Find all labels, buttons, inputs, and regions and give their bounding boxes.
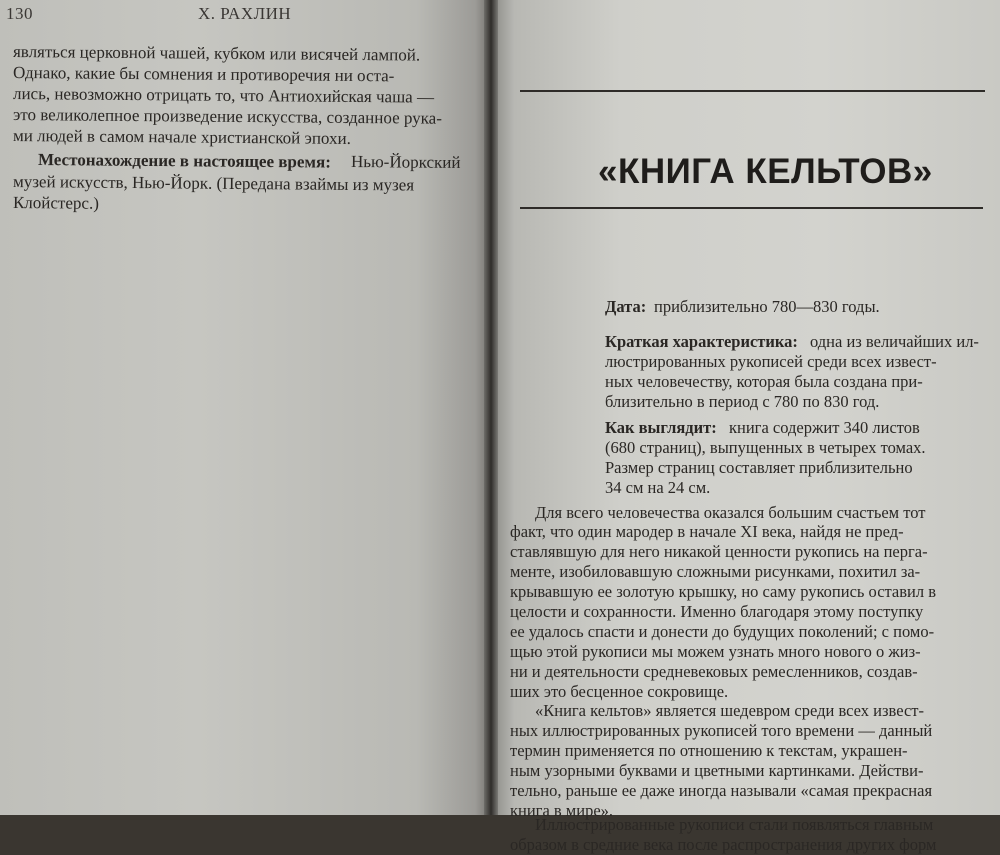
text-line: Однако, какие бы сомнения и противоречия ни оста-: [12, 63, 395, 86]
text-line: (680 страниц), выпущенных в четырех томах.: [605, 438, 926, 457]
date-value: приблизительно 780—830 годы.: [654, 297, 880, 316]
text-line: Нью-Йоркский: [350, 152, 461, 172]
text-line: термин применяется по отношению к текстам, украшен-: [510, 741, 908, 760]
text-line: книга в мире».: [510, 801, 614, 820]
text-line: ее удалось спасти и донести до будущих поколений; с помо-: [510, 622, 935, 641]
text-line: «Книга кельтов» является шедевром среди всех извест-: [535, 701, 924, 720]
text-line: Для всего человечества оказался большим счастьем тот: [535, 503, 926, 522]
running-head: Х. РАХЛИН: [198, 4, 292, 23]
text-line: факт, что один мародер в начале XI века, найдя не пред-: [510, 522, 904, 541]
text-line: книга содержит 340 листов: [729, 418, 920, 437]
text-line: одна из величайших ил-: [810, 332, 979, 351]
text-line: Клойстерс.): [12, 193, 99, 213]
text-line: ным узорными буквами и цветными картинками. Действи-: [510, 761, 924, 780]
book-gutter: [484, 0, 498, 815]
text-line: люстрированных рукописей среди всех извест-: [605, 352, 937, 371]
text-line: образом в средние века после распространения других форм: [510, 835, 937, 854]
text-line: ставлявшую для него никакой ценности рукопись на перга-: [510, 542, 928, 561]
text-line: менте, изобиловавшую сложными рисунками, похитил за-: [510, 562, 921, 581]
text-line: ших это бесценное сокровище.: [510, 682, 729, 701]
title-rule-bottom: [520, 207, 983, 209]
date-label: Дата:: [605, 297, 647, 316]
text-line: тельно, раньше ее даже иногда называли «самая прекрасная: [510, 781, 933, 800]
text-line: лись, невозможно отрицать то, что Антиохийская чаша —: [12, 84, 435, 107]
location-label: Местонахождение в настоящее время:: [37, 150, 331, 172]
text-line: Размер страниц составляет приблизительно: [605, 458, 913, 477]
text-line: целости и сохранности. Именно благодаря этому поступку: [510, 602, 924, 621]
page-number: 130: [6, 4, 33, 23]
text-line: ных человечеству, которая была создана при-: [605, 372, 923, 391]
text-line: ни и деятельности средневековых ремесленников, создав-: [510, 662, 918, 681]
text-line: ных иллюстрированных рукописей того времени — данный: [510, 721, 933, 740]
text-line: это великолепное произведение искусства, созданное рука-: [12, 105, 442, 128]
text-line: близительно в период с 780 по 830 год.: [605, 392, 880, 411]
text-line: крывавшую ее золотую крышку, но саму рукопись оставил в: [510, 582, 937, 601]
title-rule-top: [520, 90, 985, 92]
summary-label: Краткая характеристика:: [605, 332, 798, 351]
text-line: являться церковной чашей, кубком или висячей лампой.: [12, 42, 421, 65]
text-line: ми людей в самом начале христианской эпохи.: [12, 126, 351, 148]
text-line: Иллюстрированные рукописи стали появляться главным: [535, 815, 934, 834]
text-line: щью этой рукописи мы можем узнать много нового о жиз-: [510, 642, 921, 661]
look-label: Как выглядит:: [605, 418, 717, 437]
chapter-title: «КНИГА КЕЛЬТОВ»: [598, 152, 933, 191]
text-line: музей искусств, Нью-Йорк. (Передана взаймы из музея: [12, 172, 415, 195]
text-line: 34 см на 24 см.: [605, 478, 711, 497]
